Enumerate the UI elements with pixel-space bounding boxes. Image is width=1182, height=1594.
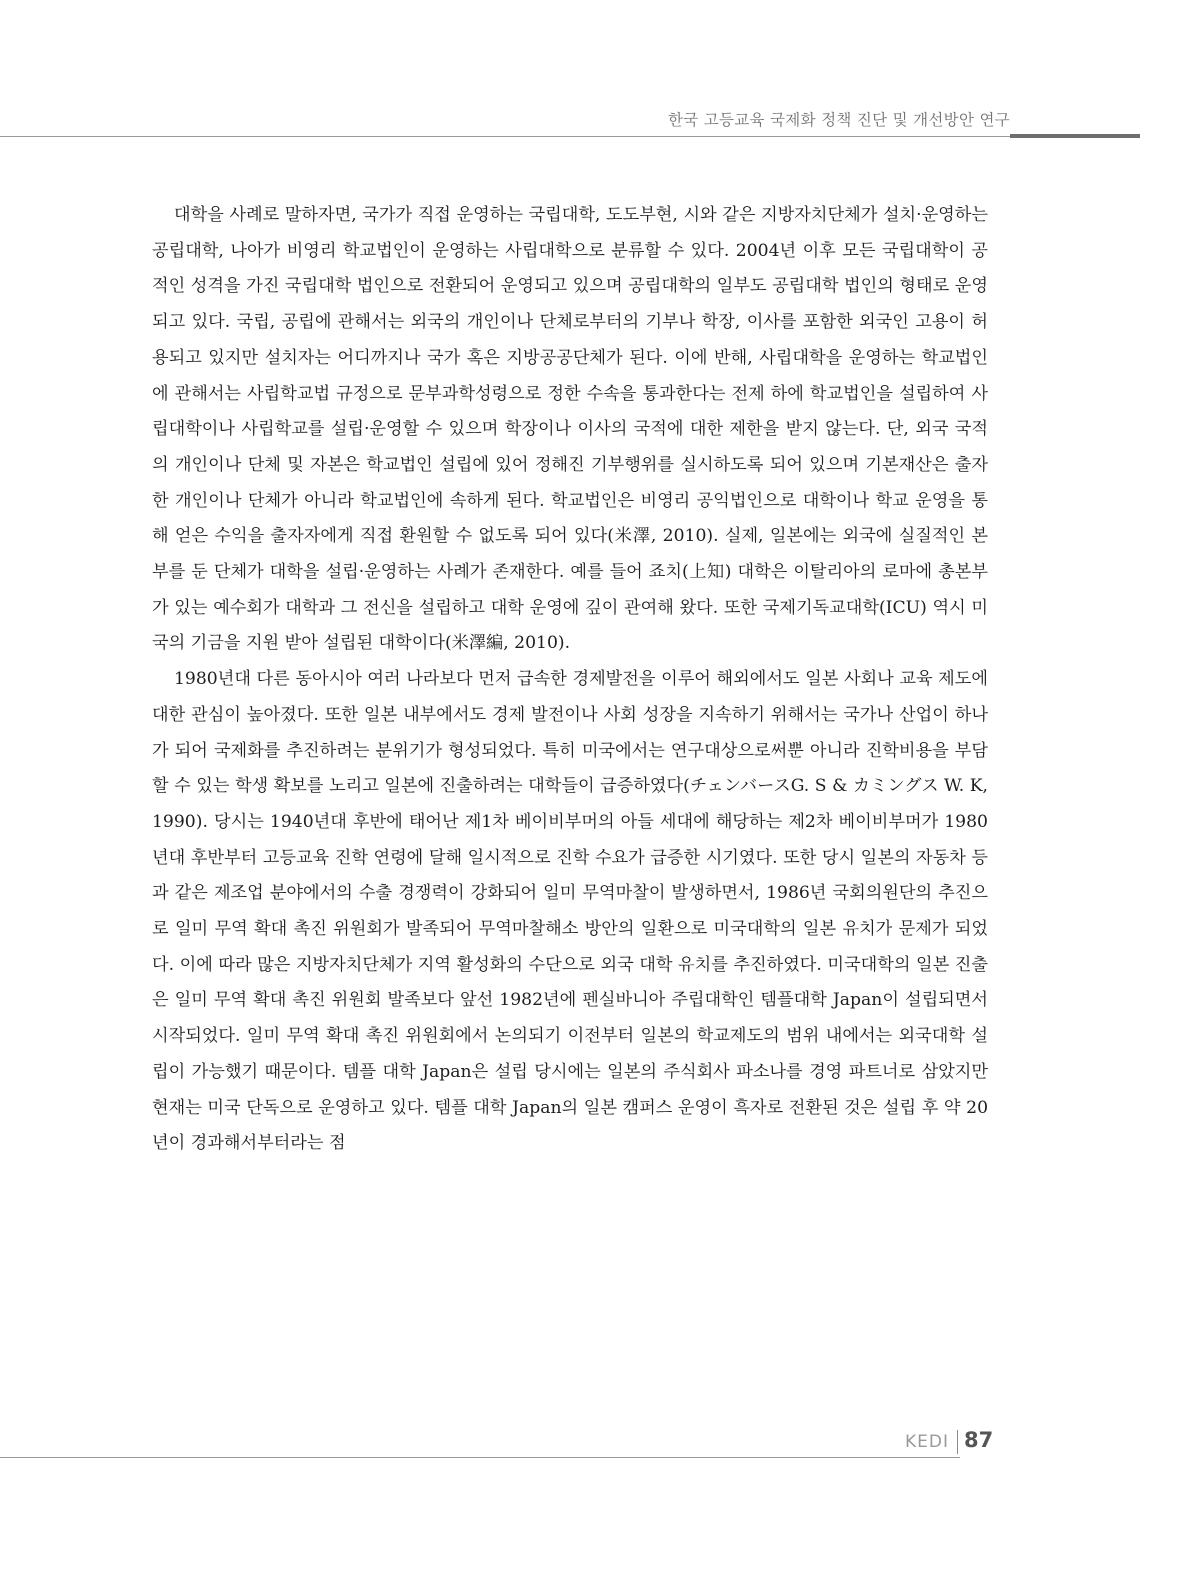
header-rule xyxy=(0,136,1140,137)
footer-rule xyxy=(0,1457,960,1458)
footer-divider xyxy=(957,1430,958,1454)
running-header: 한국 고등교육 국제화 정책 진단 및 개선방안 연구 xyxy=(667,111,1010,129)
page-number: 87 xyxy=(964,1428,994,1452)
publisher-label: KEDI xyxy=(905,1432,949,1452)
header-accent-bar xyxy=(1010,134,1140,138)
body-text xyxy=(152,198,988,1162)
paragraph-2: 1980년대 다른 동아시아 여러 나라보다 먼저 급속한 경제발전을 이루어 해외에서도 일본 사회나 교육 제도에 대한 관심이 높아졌다. 또한 일본 내부에서도 경제 발전이나 사회 성장을 지속하기 위해서는 국가나 산업이 하나가 되어 국제화를 추진하려는 분위기가 형성되었다. 특히 미국에서는 연구대상으로써뿐 아니라 진학비용을 부담할 수 있는 학생 확보를 노리고 일본에 진출하려는 대학들이 급증하였다(チェンバースG. S & カミングス W. K, 1990). 당시는 1940년대 후반에 태어난 제1차 베이비부머의 아들 세대에 해당하는 제2차 베이비부머가 1980년대 후반부터 고등교육 진학 연령에 달해 일시적으로 진학 수요가 급증한 시기였다. 또한 당시 일본의 자동차 등과 같은 제조업 분야에서의 수출 경쟁력이 강화되어 일미 무역마찰이 발생하면서, 1986년 국회의원단의 추진으로 일미 무역 확대 촉진 위원회가 발족되어 무역마찰해소 방안의 일환으로 미국대학의 일본 유치가 문제가 되었다. 이에 따라 많은 지방자치단체가 지역 활성화의 수단으로 외국 대학 유치를 추진하였다. 미국대학의 일본 진출은 일미 무역 확대 촉진 위원회 발족보다 앞선 1982년에 펜실바니아 주립대학인 템플대학 Japan이 설립되면서 시작되었다. 일미 무역 확대 촉진 위원회에서 논의되기 이전부터 일본의 학교제도의 범위 내에서는 외국대학 설립이 가능했기 때문이다. 템플 대학 Japan은 설립 당시에는 일본의 주식회사 파소나를 경영 파트너로 삼았지만 현재는 미국 단독으로 운영하고 있다. 템플 대학 Japan의 일본 캠퍼스 운영이 흑자로 전환된 것은 설립 후 약 20년이 경과해서부터라는 점 xyxy=(152,669,988,1154)
paragraph-1: 대학을 사례로 말하자면, 국가가 직접 운영하는 국립대학, 도도부현, 시와 같은 지방자치단체가 설치·운영하는 공립대학, 나아가 비영리 학교법인이 운영하는 사립대학으로 분류할 수 있다. 2004년 이후 모든 국립대학이 공적인 성격을 가진 국립대학 법인으로 전환되어 운영되고 있으며 공립대학의 일부도 공립대학 법인의 형태로 운영되고 있다. 국립, 공립에 관해서는 외국의 개인이나 단체로부터의 기부나 학장, 이사를 포함한 외국인 고용이 허용되고 있지만 설치자는 어디까지나 국가 혹은 지방공공단체가 된다. 이에 반해, 사립대학을 운영하는 학교법인에 관해서는 사립학교법 규정으로 문부과학성령으로 정한 수속을 통과한다는 전제 하에 학교법인을 설립하여 사립대학이나 사립학교를 설립·운영할 수 있으며 학장이나 이사의 국적에 대한 제한을 받지 않는다. 단, 외국 국적의 개인이나 단체 및 자본은 학교법인 설립에 있어 정해진 기부행위를 실시하도록 되어 있으며 기본재산은 출자한 개인이나 단체가 아니라 학교법인에 속하게 된다. 학교법인은 비영리 공익법인으로 대학이나 학교 운영을 통해 얻은 수익을 출자자에게 직접 환원할 수 없도록 되어 있다(米澤, 2010). 실제, 일본에는 외국에 실질적인 본부를 둔 단체가 대학을 설립·운영하는 사례가 존재한다. 예를 들어 죠치(上知) 대학은 이탈리아의 로마에 총본부가 있는 예수회가 대학과 그 전신을 설립하고 대학 운영에 깊이 관여해 왔다. 또한 국제기독교대학(ICU) 역시 미국의 기금을 지원 받아 설립된 대학이다(米澤編, 2010). xyxy=(152,205,988,654)
